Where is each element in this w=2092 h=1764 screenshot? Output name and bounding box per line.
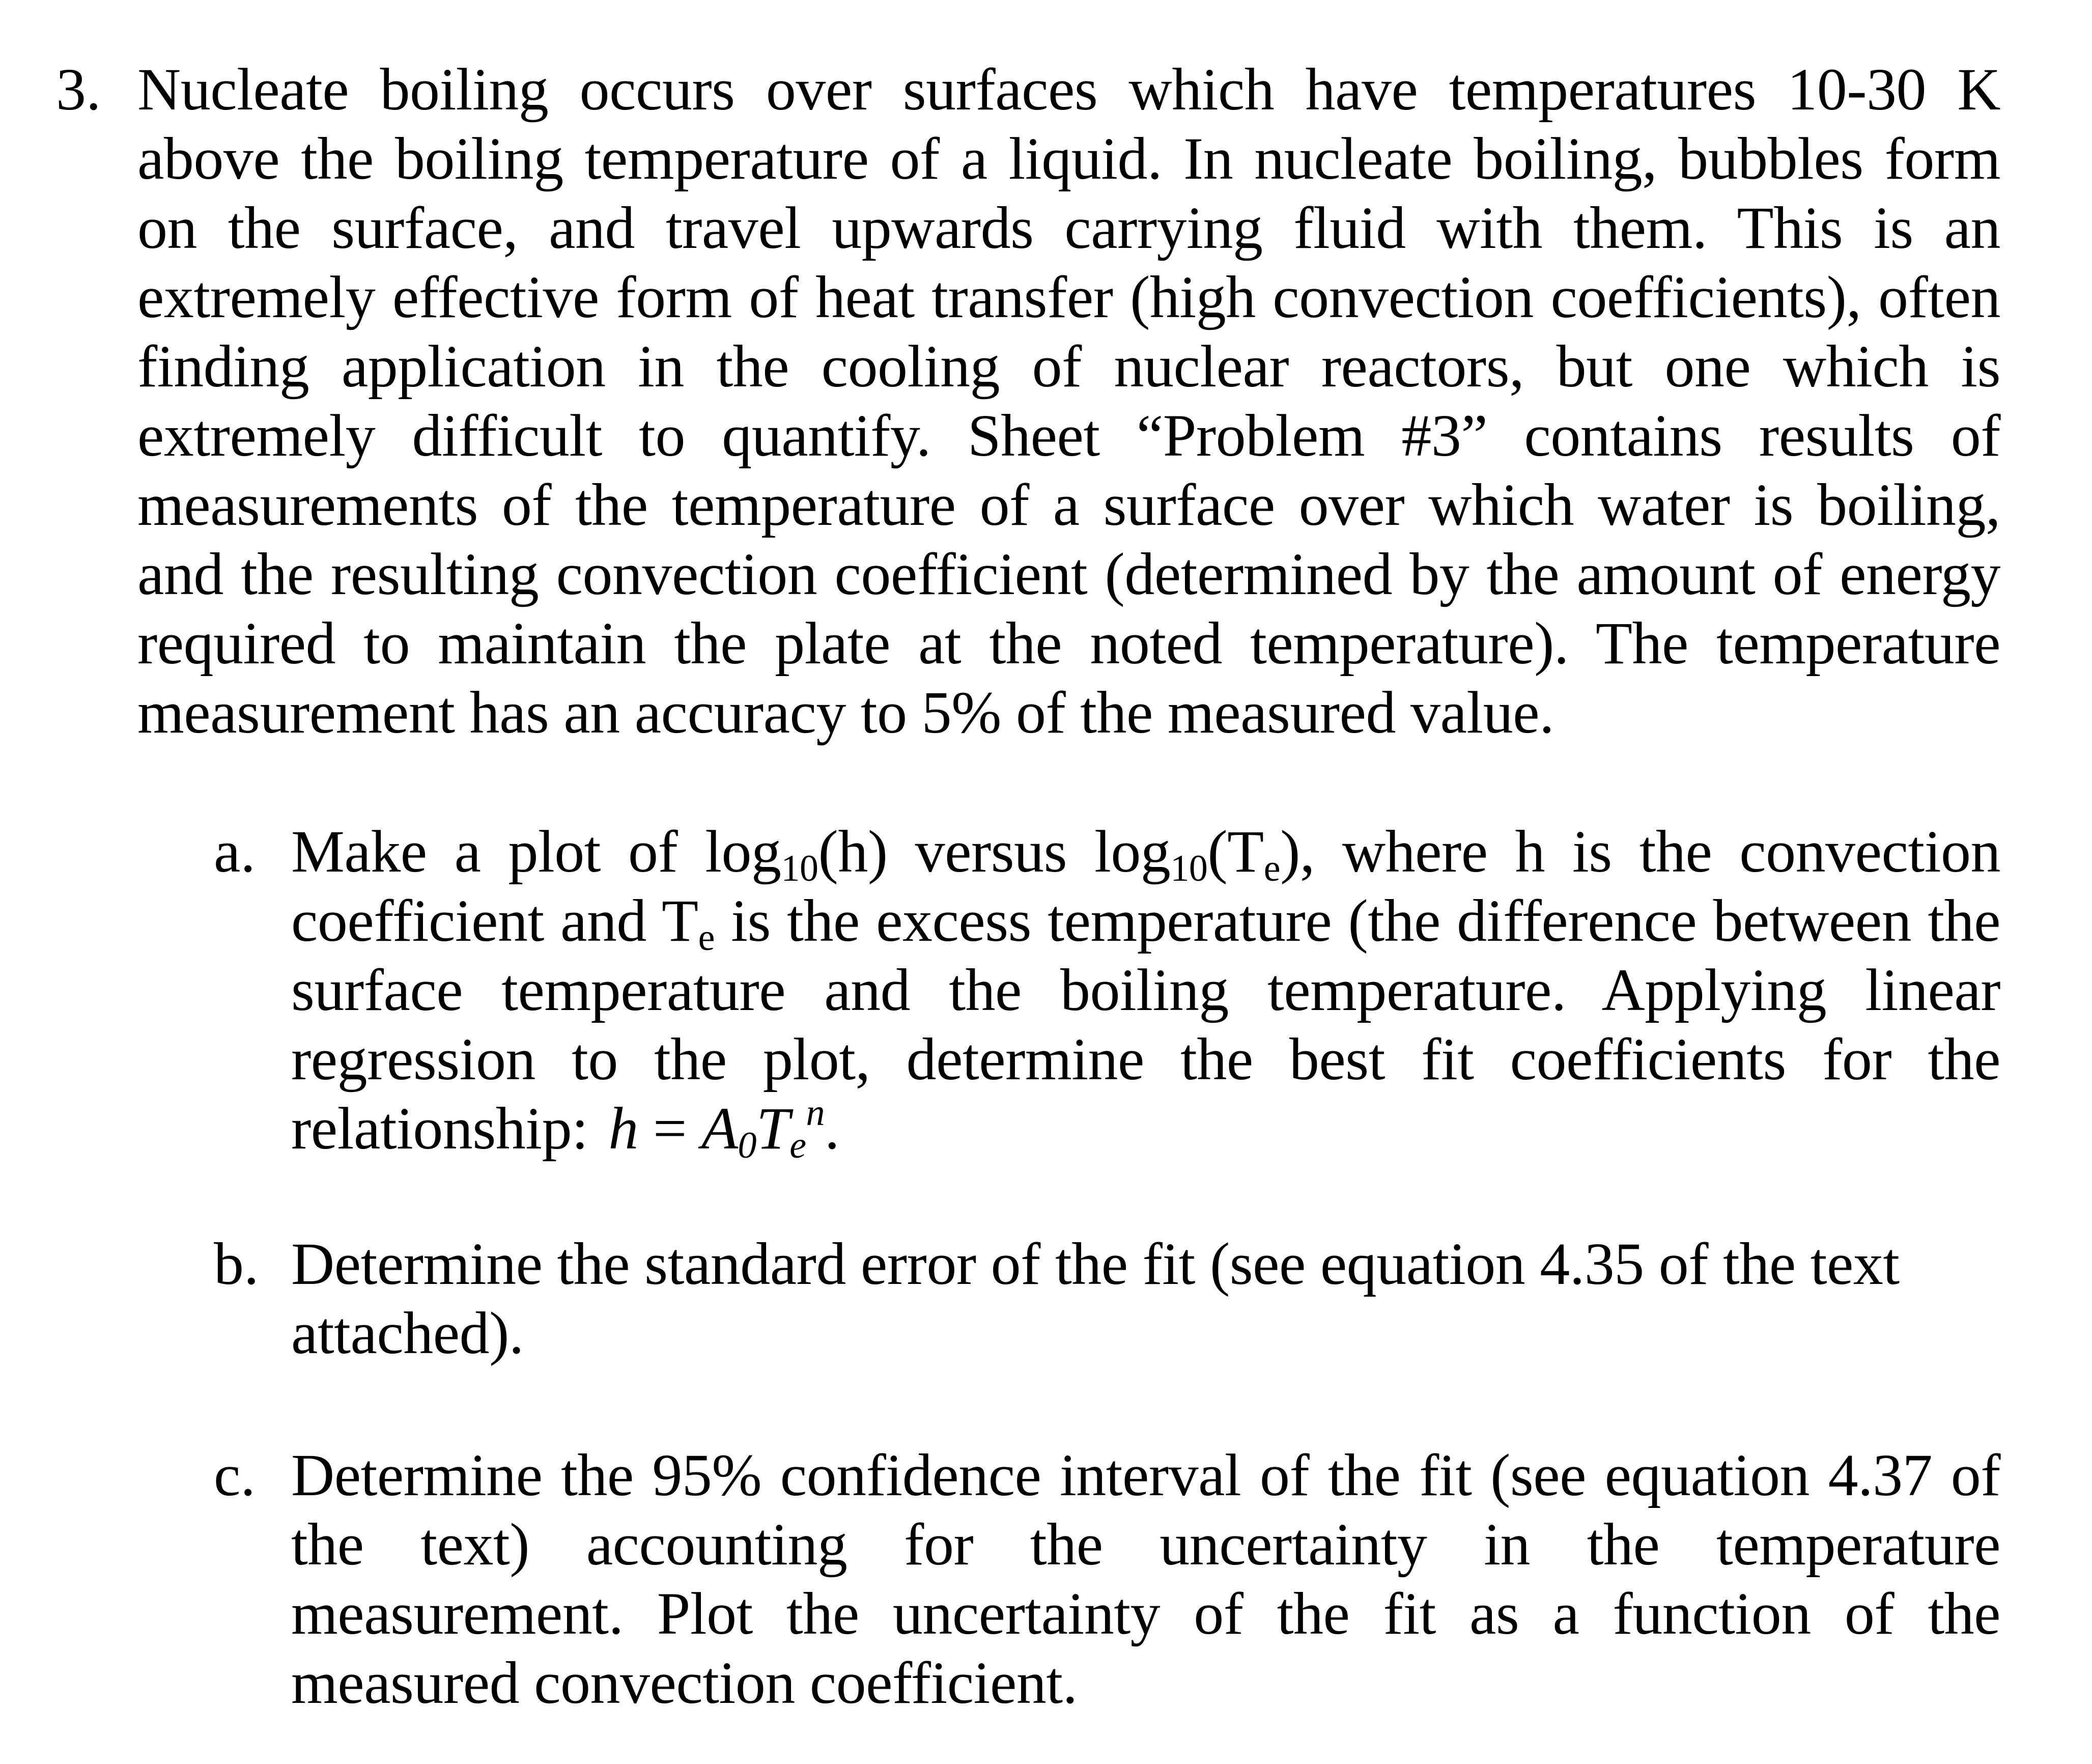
part-a-segment-2: (h) versus log	[818, 818, 1171, 885]
part-a-letter: a.	[214, 818, 256, 885]
part-c-letter: c.	[214, 1442, 256, 1508]
part-a-segment-1: Make a plot of log	[291, 818, 781, 885]
part-c-text: Determine the 95% confidence interval of the fit (see equation 4.37 of the text) accounting for the uncertainty in the temperature measurement. Plot the uncertainty of the fit as a function of the measured convection coefficient.	[291, 1442, 2000, 1716]
equation-A: A	[701, 1095, 738, 1162]
part-a-text	[291, 817, 2001, 1166]
part-b-letter: b.	[214, 1230, 259, 1297]
part-a-segment-5: is the excess temperature (the difference between the surface temperature and the boiling temperature. Applying linear regression to the plot, determine the best fit coefficients for the relationship:	[291, 887, 2000, 1162]
part-a-segment-3: (T	[1207, 818, 1264, 885]
equation-period: .	[825, 1095, 840, 1162]
excess-temp-subscript-2: e	[698, 917, 715, 959]
equation-exponent: n	[806, 1092, 825, 1134]
equation-equals: =	[638, 1095, 701, 1162]
equation-A-subscript: 0	[738, 1125, 757, 1166]
equation-h: h	[608, 1095, 638, 1162]
equation-T-subscript: e	[789, 1125, 806, 1166]
excess-temp-subscript-1: e	[1263, 848, 1281, 889]
problem-number: 3.	[56, 56, 101, 123]
part-a-segment-4: ), where h is the convection coefficient and T	[291, 818, 2001, 954]
part-b-text: Determine the standard error of the fit (see equation 4.35 of the text attached).	[291, 1230, 1900, 1366]
problem-statement: Nucleate boiling occurs over surfaces which have temperatures 10-30 K above the boiling temperature of a liquid. In nucleate boiling, bubbles form on the surface, and travel upwards carrying fluid with them. This is an extremely effective form of heat transfer (high convection coefficients), often finding application in the cooling of nuclear reactors, but one which is extremely difficult to quantify. Sheet “Problem #3” contains results of measurements of the temperature of a surface over which water is boiling, and the resulting convection coefficient (determined by the amount of energy required to maintain the plate at the noted temperature). The temperature measurement has an accuracy to 5% of the measured value.	[137, 56, 2000, 746]
log-base-subscript-1: 10	[781, 848, 818, 889]
log-base-subscript-2: 10	[1170, 848, 1208, 889]
equation-T: T	[756, 1095, 790, 1162]
